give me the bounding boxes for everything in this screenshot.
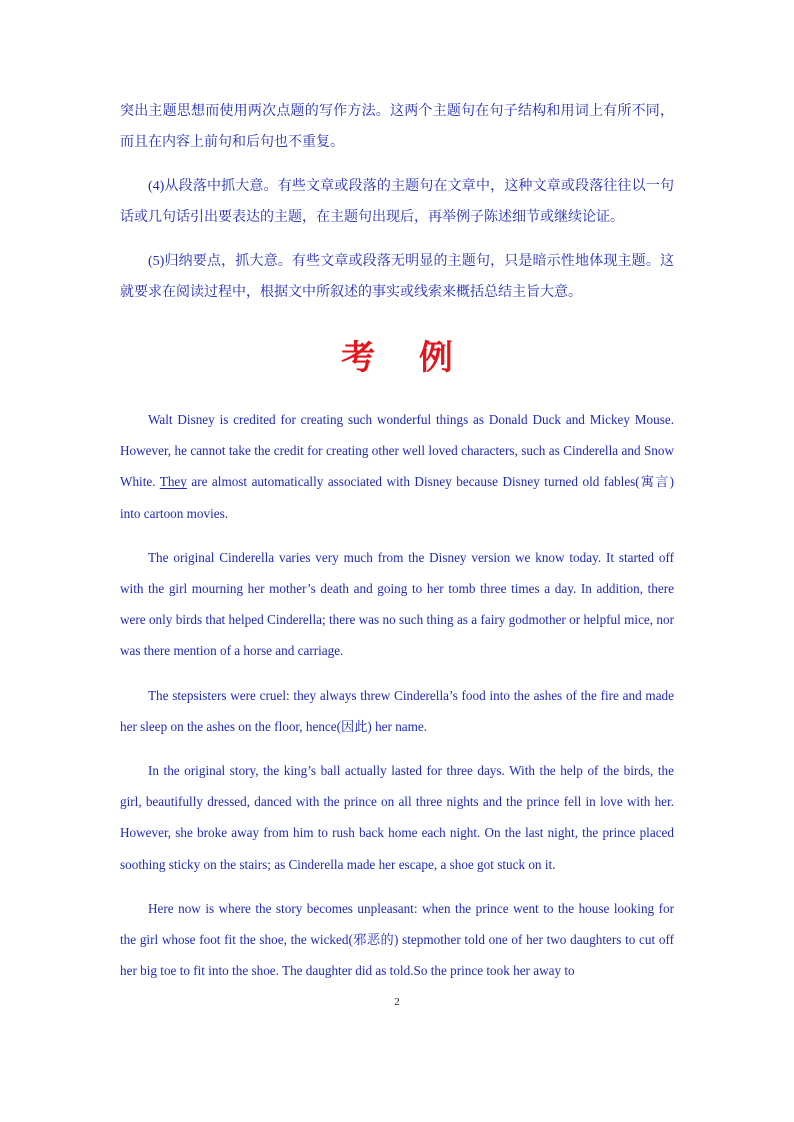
page-number: 2 [394, 996, 400, 1008]
paragraph-zh-2: (4)从段落中抓大意。有些文章或段落的主题句在文章中，这种文章或段落往往以一句话或几句话引出要表达的主题，在主题句出现后，再举例子陈述细节或继续论证。 [120, 179, 674, 225]
passage-paragraph-5: Here now is where the story becomes unpleasant: when the prince went to the house looking for the girl whose foot fit the shoe, the wicked(邪恶的) stepmother told one of her two daughters to cut off her big toe to fit into the shoe. The daughter did as told.So the prince took her away to [120, 900, 674, 979]
passage-paragraph-4: In the original story, the king’s ball actually lasted for three days. With the help of the birds, the girl, beautifully dressed, danced with the prince on all three nights and the prince fell in love with her. However, she broke away from him to rush back home each night. On the last night, the prince placed soothing sticky on the stairs; as Cinderella made her escape, a shoe got stuck on it. [120, 763, 674, 872]
page-content [120, 96, 674, 999]
section-heading: 考 例 [341, 338, 469, 378]
passage-paragraph-3: The stepsisters were cruel: they always threw Cinderella’s food into the ashes of the fire and made her sleep on the ashes on the floor, hence(因此) her name. [120, 687, 674, 734]
passage-paragraph-1 [120, 404, 674, 529]
paragraph-zh-1: 突出主题思想而使用两次点题的写作方法。这两个主题句在句子结构和用词上有所不同，而且在内容上前句和后句也不重复。 [120, 104, 674, 150]
underlined-word-they: They [159, 474, 187, 490]
passage-paragraph-1-part-b: are almost automatically associated with Disney because Disney turned old fables(寓言) into cartoon movies. [120, 474, 675, 521]
passage-paragraph-1-part-a: Walt Disney is credited for creating such wonderful things as Donald Duck and Mickey Mouse. However, he cannot take the credit for creating other well loved characters, such as Cinderella and Snow White. [120, 412, 674, 490]
passage-paragraph-2: The original Cinderella varies very much from the Disney version we know today. It started off with the girl mourning her mother’s death and going to her tomb three times a day. In addition, there were only birds that helped Cinderella; there was no such thing as a fairy godmother or helpful mice, nor was there mention of a horse and carriage. [120, 549, 674, 659]
paragraph-zh-3: (5)归纳要点，抓大意。有些文章或段落无明显的主题句，只是暗示性地体现主题。这就要求在阅读过程中，根据文中所叙述的事实或线索来概括总结主旨大意。 [120, 254, 674, 300]
